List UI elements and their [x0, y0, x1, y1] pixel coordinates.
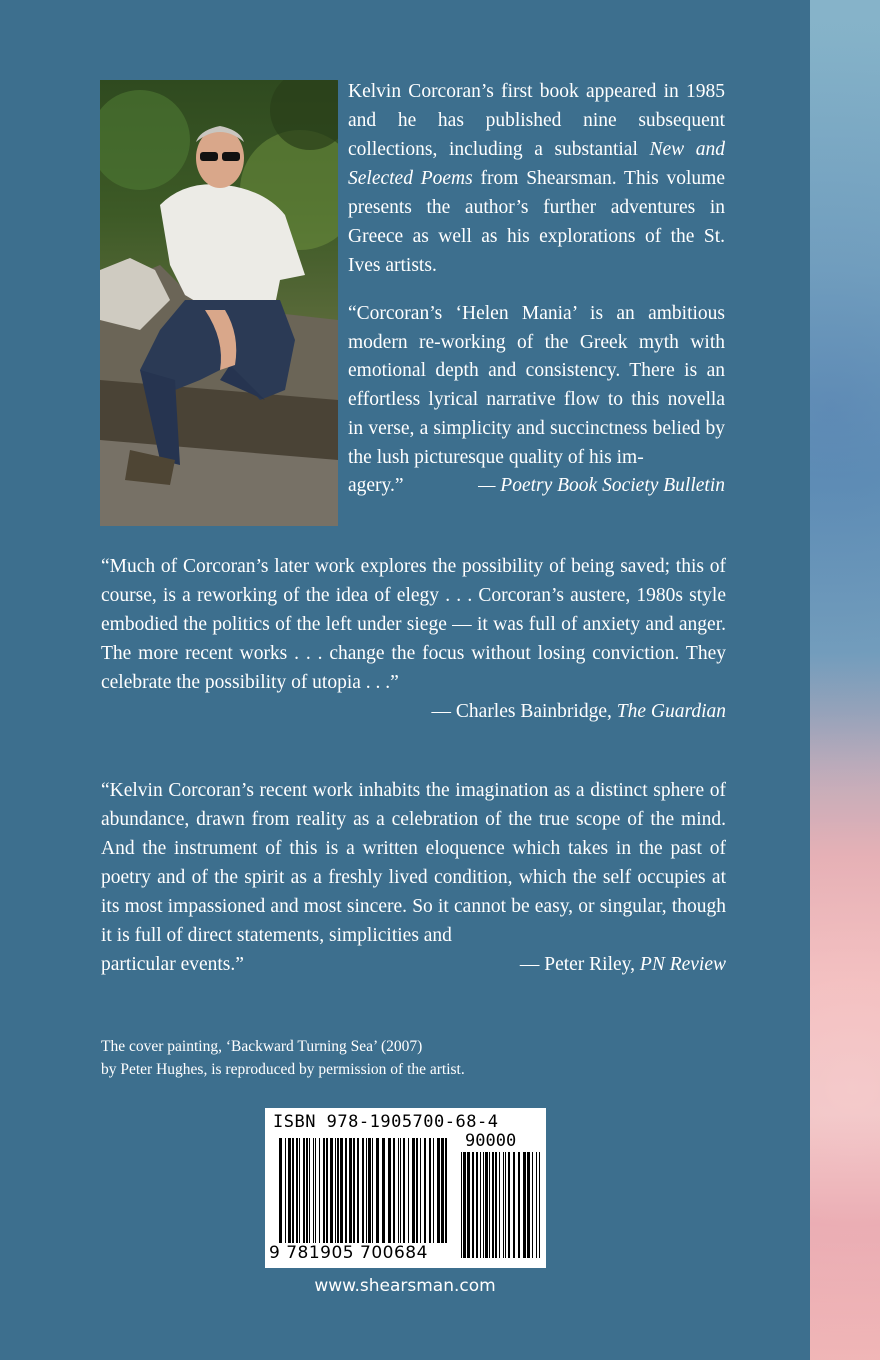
quote-3-final-line [101, 950, 726, 979]
quote-2-attribution [101, 697, 726, 726]
barcode-number: 9 781905 700684 [269, 1243, 428, 1263]
price-code: 90000 [465, 1131, 517, 1151]
cover-painting-edge [810, 0, 880, 1360]
quote-3-publication: PN Review [639, 954, 726, 975]
review-quote-1 [348, 300, 725, 501]
quote-3-last-line: particular events.” [101, 954, 244, 975]
quote-2-text: “Much of Corcoran’s later work explores the possibility of being saved; this of course, is a reworking of the idea of elegy . . . Corcoran’s austere, 1980s style embodied the politics of the left under siege — it was full of anxiety and anger. The more recent works . . . change the focus without losing conviction. They celebrate the possibility of utopia . . .” [101, 556, 726, 693]
bio-text-1: Kelvin Corcoran’s first book appeared in 1985 and he has published nine subsequent collections, including a substantial [348, 81, 725, 160]
quote-1-final-line [348, 472, 725, 501]
review-quote-2 [101, 552, 726, 726]
quote-1-text: “Corcoran’s ‘Helen Mania’ is an ambitious modern re-working of the Greek myth with emotional depth and consistency. There is an effortless lyrical narrative flow to this novella in verse, a simplicity and succinctness belied by the lush picturesque quality of his im- [348, 303, 725, 468]
bio-book-title: New and Selected Poems [348, 139, 726, 189]
review-quote-3 [101, 776, 726, 979]
isbn-barcode [265, 1108, 546, 1268]
quote-2-publication: The Guardian [616, 701, 726, 722]
author-bio [348, 77, 725, 280]
publisher-url[interactable]: www.shearsman.com [314, 1276, 496, 1296]
isbn-text: ISBN 978-1905700-68-4 [273, 1112, 499, 1132]
bio-text-2: from Shearsman. This volume presents the author’s further adventures in Greece as well as his explorations of the St. Ives artists. [348, 168, 725, 276]
quote-1-attribution: — Poetry Book Society Bulletin [478, 475, 725, 497]
quote-3-attribution-name: — Peter Riley, [519, 954, 640, 975]
cover-credit [101, 1035, 601, 1081]
credit-line-2: by Peter Hughes, is reproduced by permission of the artist. [101, 1061, 465, 1078]
quote-2-attribution-name: — Charles Bainbridge, [431, 701, 617, 722]
quote-3-text: “Kelvin Corcoran’s recent work inhabits the imagination as a distinct sphere of abundance, drawn from reality as a celebration of the true scope of the mind. And the instrument of this is a written eloquence which takes in the past of poetry and of the spirit as a freshly lived condition, which the self occupies at its most impassioned and most sincere. So it cannot be easy, or singular, though it is full of direct statements, simplicities and [101, 780, 726, 946]
author-photo [100, 80, 338, 526]
quote-1-last-line: agery.” [348, 475, 404, 497]
credit-line-1: The cover painting, ‘Backward Turning Sea’ (2007) [101, 1038, 423, 1055]
quote-3-attribution [520, 950, 726, 979]
